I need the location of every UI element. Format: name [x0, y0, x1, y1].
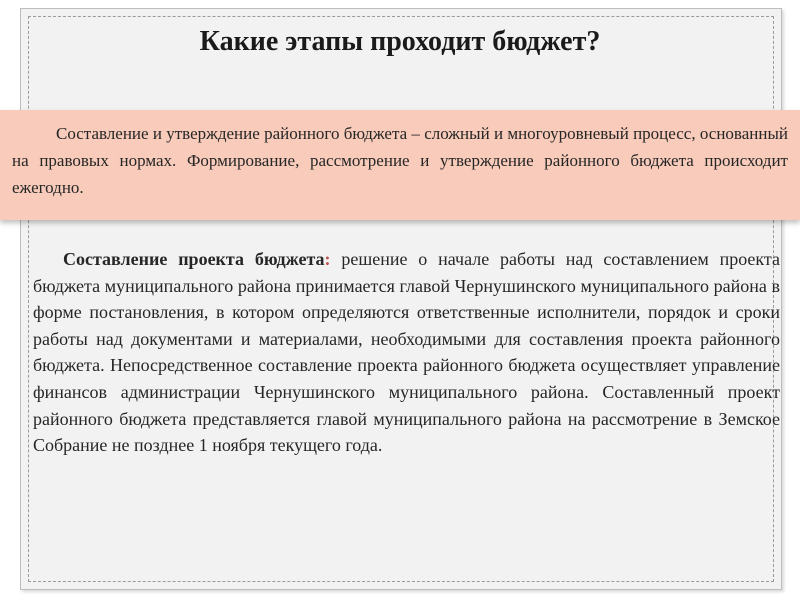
stage-heading: Составление проекта бюджета — [63, 249, 325, 269]
intro-text: Составление и утверждение районного бюджета – сложный и многоуровневый процесс, основанный на правовых нормах. Формирование, рассмотрение и утверждение районного бюджета происходит ежегодно. — [12, 124, 788, 197]
intro-callout — [0, 110, 800, 220]
stage-description — [33, 246, 780, 459]
slide-title: Какие этапы проходит бюджет? — [199, 26, 601, 57]
stage-text: решение о начале работы над составлением проекта бюджета муниципального района принимается главой Чернушинского муниципального района в форме постановления, в котором определяются ответственные исполнители, порядок и сроки работы над документами и материалами, необходимыми для составления проекта районного бюджета. Непосредственное составление проекта районного бюджета осуществляет управление финансов администрации Чернушинского муниципального района. Составленный проект районного бюджета представляется главой муниципального района на рассмотрение в Земское Собрание не позднее 1 ноября текущего года. — [33, 249, 780, 456]
stage-heading-colon: : — [324, 249, 331, 269]
